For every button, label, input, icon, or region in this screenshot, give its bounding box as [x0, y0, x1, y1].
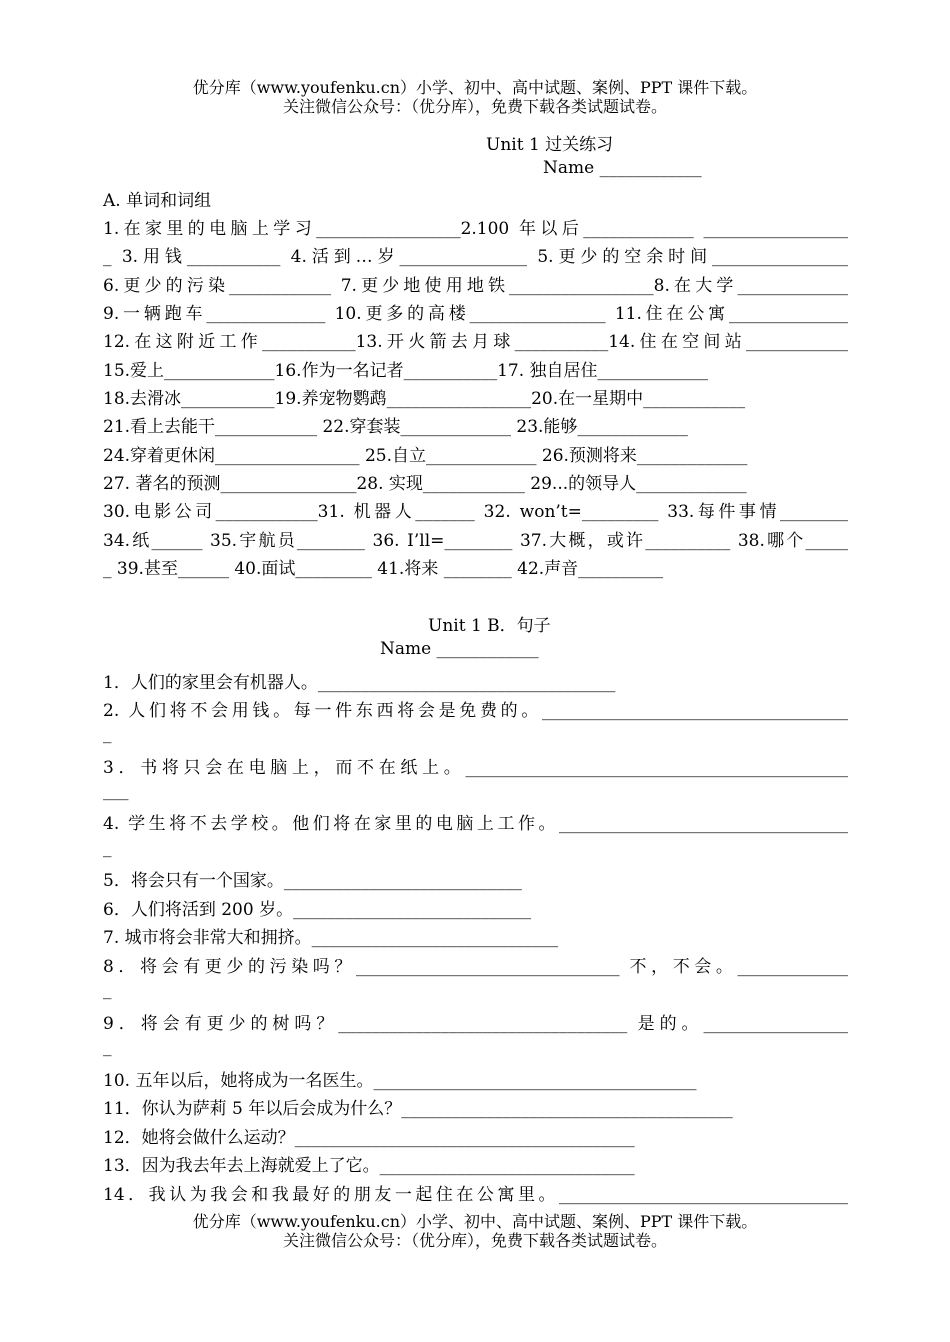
section-a-line: 12.在这附近工作___________13.开火箭去月球___________14.住在空间站____________	[103, 332, 848, 352]
sentence-line: 8．将会有更少的污染吗？_______________________________ 不，不会。_____________	[103, 957, 848, 977]
sentence-line: 12．她将会做什么运动？________________________________________	[103, 1128, 635, 1148]
section-a-line: 18.去滑冰___________19.养宠物鹦鹉_________________20.在一星期中____________	[103, 389, 746, 409]
section-a-line: 24.穿着更休闲_________________ 25.自立_____________ 26.预测将来_____________	[103, 446, 748, 466]
page-header	[0, 78, 950, 116]
section-a-line: 6.更少的污染____________ 7.更少地使用地铁_________________8.在大学_____________	[103, 276, 848, 296]
header-line-2: 关注微信公众号：（优分库），免费下载各类试题试卷。	[282, 97, 667, 116]
sentence-line: 2. 人们将不会用钱。每一件东西将会是免费的。____________________________________	[103, 701, 848, 721]
sentence-line: ___	[103, 781, 129, 801]
sentence-line: _	[103, 724, 112, 744]
sentence-line: 10. 五年以后，她将成为一名医生。______________________________________	[103, 1071, 697, 1091]
footer-line-1: 优分库（www.youfenku.cn）小学、初中、高中试题、案例、PPT 课件下载。	[192, 1212, 758, 1231]
name-field: Name ____________	[543, 158, 702, 178]
section-b-heading: Unit 1 B．句子	[428, 616, 551, 636]
section-a-line: 9.一辆跑车______________ 10.更多的高楼________________ 11.住在公寓______________	[103, 304, 848, 324]
section-a-line: 34.纸______ 35.宇航员________ 36. I’ll=________ 37.大概，或许__________ 38.哪个_____	[103, 531, 848, 551]
section-a-line: _ 39.甚至______ 40.面试_________ 41.将来 ________ 42.声音__________	[103, 559, 664, 579]
sentence-line: _	[103, 980, 112, 1000]
sentence-line: 1．人们的家里会有机器人。___________________________________	[103, 673, 616, 693]
sentence-line: _	[103, 1037, 112, 1057]
footer-line-2: 关注微信公众号：（优分库），免费下载各类试题试卷。	[282, 1231, 667, 1250]
sentence-line: _	[103, 838, 112, 858]
sentence-line: 3．书将只会在电脑上，而不在纸上。_____________________________________________	[103, 758, 848, 778]
sentence-line: 11．你认为萨莉 5 年以后会成为什么？_______________________________________	[103, 1099, 733, 1119]
section-a-line: 1.在家里的电脑上学习_________________2.100 年以后_____________ _________________	[103, 219, 848, 239]
sentence-line: 6．人们将活到 200 岁。____________________________	[103, 900, 532, 920]
section-b-name-field: Name ____________	[380, 639, 539, 659]
sentence-line: 9．将会有更少的树吗？__________________________________ 是的。_________________	[103, 1014, 848, 1034]
page-footer	[0, 1212, 950, 1250]
sentence-line: 14．我认为我会和我最好的朋友一起住在公寓里。__________________________________	[103, 1185, 848, 1205]
section-a-heading: A. 单词和词组	[103, 191, 212, 211]
section-a-line: 30.电影公司____________31. 机器人_______ 32. won’t=_________ 33.每件事情________	[103, 502, 848, 522]
section-a-line: 27. 著名的预测________________28. 实现____________ 29...的领导人_____________	[103, 474, 747, 494]
sentence-line: 4. 学生将不去学校。他们将在家里的电脑上工作。__________________________________	[103, 814, 848, 834]
sentence-line: 7. 城市将会非常大和拥挤。_____________________________	[103, 928, 559, 948]
section-a-line: 15.爱上_____________16.作为一名记者___________17. 独自居住_____________	[103, 361, 709, 381]
worksheet-title: Unit 1 过关练习	[486, 135, 614, 155]
section-a-line: 21.看上去能干____________ 22.穿套装_____________ 23.能够_____________	[103, 417, 688, 437]
header-line-1: 优分库（www.youfenku.cn）小学、初中、高中试题、案例、PPT 课件下载。	[192, 78, 758, 97]
section-a-line: _ 3.用钱___________ 4.活到…岁_______________ 5.更少的空余时间________________	[103, 247, 848, 267]
sentence-line: 5．将会只有一个国家。____________________________	[103, 871, 522, 891]
sentence-line: 13．因为我去年去上海就爱上了它。______________________________	[103, 1156, 635, 1176]
